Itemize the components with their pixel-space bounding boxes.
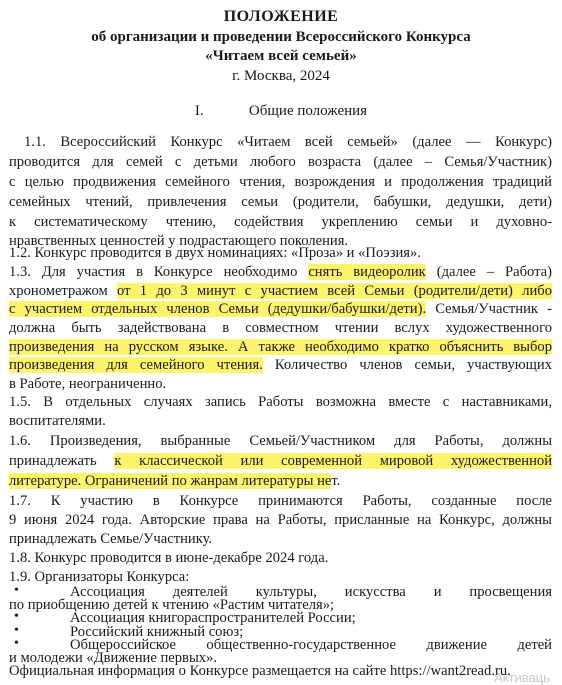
document-title: ПОЛОЖЕНИЕ <box>223 8 339 25</box>
highlighted-text: от 1 до 3 минут с участием всей Семьи (родители/дети) либо <box>117 283 553 299</box>
highlighted-text: с участием отдельных членов Семьи (дедушки/бабушки/дети). <box>9 301 427 317</box>
highlighted-text: А также необходимо кратко объяснить выбор <box>227 339 552 355</box>
paragraph-line: семейных чтений, привлечения семьи (родители, бабушки, дедушки, дети) <box>9 194 552 210</box>
paragraph-line: 1.8. Конкурс проводится в июне-декабре 2024 года. <box>9 550 329 566</box>
text-span: (далее – Работа) <box>425 264 552 280</box>
highlighted-text: литературе. Ограничений по жанрам литературы не <box>9 473 332 489</box>
paragraph-line: 1.5. В отдельных случаях запись Работы возможна вместе с наставниками, <box>9 394 552 410</box>
paragraph-line <box>9 282 552 300</box>
paragraph-line: нравственных ценностей у подрастающего поколения. <box>9 233 349 249</box>
paragraph-line: 1.6. Произведения, выбранные Семьей/Участником для Работы, должны <box>9 433 552 449</box>
list-item: Ассоциация деятелей культуры, искусства и просвещения <box>70 584 552 600</box>
bullet-icon: • <box>14 583 19 598</box>
section-number: I. <box>194 103 204 119</box>
list-item: Общероссийское общественно-государственное движение детей <box>70 636 552 653</box>
bullet-icon: • <box>14 635 19 651</box>
text-span: 1.3. Для участия в Конкурсе необходимо <box>9 264 309 280</box>
section-title: Общие положения <box>248 103 368 119</box>
paragraph-line <box>9 472 552 490</box>
paragraph-line: к систематическому чтению, содействия укреплению семьи и духовно- <box>9 214 552 230</box>
paragraph-line: проводится для семей с детьми любого возраста (далее – Семья/Участник) <box>9 154 552 170</box>
contest-name: «Читаем всей семьей» <box>205 48 357 64</box>
paragraph-line <box>9 300 552 318</box>
paragraph-line: в Работе, неограниченно. <box>9 376 167 392</box>
list-item: Ассоциация книгораспространителей России; <box>70 610 356 627</box>
document-subtitle: об организации и проведении Всероссийского Конкурса <box>91 29 471 45</box>
highlighted-text: произведения для семейного чтения. <box>9 357 263 373</box>
activation-watermark: Активаць <box>494 670 550 685</box>
paragraph-line <box>9 263 552 281</box>
bullet-icon: • <box>14 609 19 625</box>
paragraph-line <box>9 356 552 374</box>
text-span: принадлежать <box>9 453 115 469</box>
highlighted-text: снять видеоролик <box>308 264 426 280</box>
text-span: Семья/Участник - <box>426 301 552 317</box>
highlighted-text: произведения на русском языке. <box>9 339 228 355</box>
list-item: Российский книжный союз; <box>70 623 244 640</box>
paragraph-line: должна быть задействована в совместном чтении вслух художественного <box>9 320 552 336</box>
paragraph-line: воспитателями. <box>9 413 106 429</box>
text-span: т. <box>331 473 341 489</box>
paragraph-line: по приобщению детей к чтению «Растим читателя»; <box>9 597 335 614</box>
document-city-year: г. Москва, 2024 <box>232 68 330 84</box>
paragraph-line: 1.7. К участию в Конкурсе принимаются Работы, созданные после <box>9 493 552 509</box>
paragraph-line: 1.2. Конкурс проводится в двух номинациях: «Проза» и «Поэзия». <box>9 245 421 261</box>
paragraph-line: 1.9. Организаторы Конкурса: <box>9 569 190 585</box>
paragraph-line: 1.1. Всероссийский Конкурс «Читаем всей семьей» (далее — Конкурс) <box>24 134 552 150</box>
paragraph-line <box>9 452 552 470</box>
paragraph-line: Официальная информация о Конкурсе размещается на сайте https://want2read.ru. <box>9 663 511 679</box>
section-heading <box>0 103 562 120</box>
bullet-icon: • <box>14 622 19 638</box>
paragraph-line: с целью продвижения семейного чтения, возрождения и продолжения традиций <box>9 174 552 190</box>
highlighted-text: к классической или современной мировой художественной <box>114 453 552 469</box>
text-span: Количество членов семьи, участвующих <box>262 357 552 373</box>
paragraph-line: и молодежи «Движение первых». <box>9 649 217 666</box>
paragraph-line: принадлежать Семье/Участнику. <box>9 531 213 547</box>
text-span: хронометражом <box>9 283 118 299</box>
paragraph-line <box>9 338 552 356</box>
paragraph-line: 9 июня 2024 года. Авторские права на Работы, присланные на Конкурс, должны <box>9 512 552 528</box>
